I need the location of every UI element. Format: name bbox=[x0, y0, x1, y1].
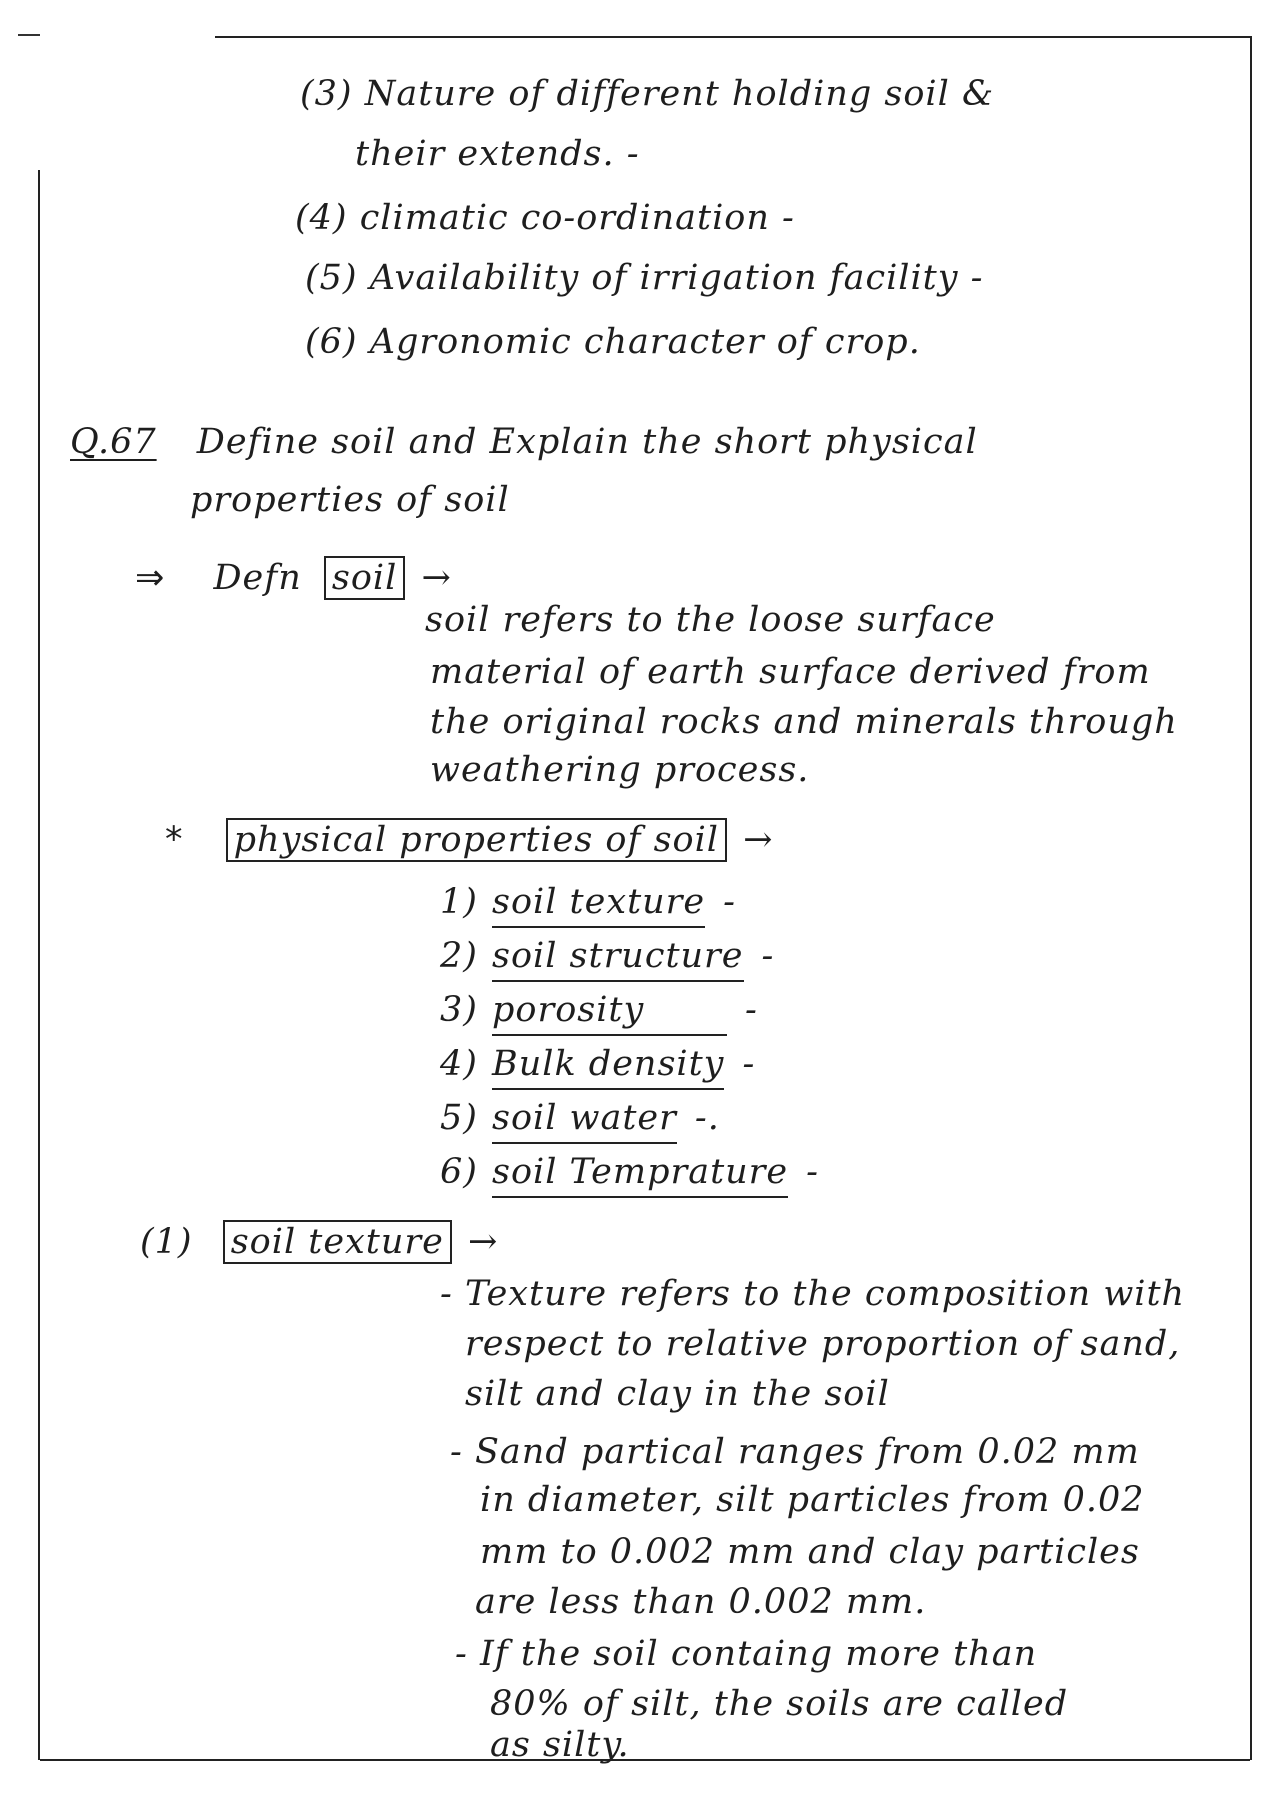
item-label: porosity bbox=[492, 988, 727, 1036]
bottom-rule-line bbox=[40, 1759, 1250, 1761]
texture-boxed-heading: soil texture bbox=[223, 1220, 452, 1264]
question-line-1 bbox=[70, 420, 978, 464]
item-dash: - bbox=[742, 1044, 756, 1084]
item-dash: - bbox=[745, 990, 758, 1030]
item-number: 5) bbox=[440, 1098, 478, 1138]
item-number: 1) bbox=[440, 882, 478, 922]
arrow-icon: → bbox=[421, 558, 452, 598]
implies-symbol: ⇒ bbox=[135, 558, 166, 598]
definition-boxed-term: soil bbox=[324, 556, 405, 600]
property-item-2 bbox=[440, 934, 774, 982]
texture-line-2: respect to relative proportion of sand, bbox=[465, 1324, 1181, 1364]
property-item-3 bbox=[440, 988, 758, 1036]
item-label: soil water bbox=[492, 1096, 677, 1144]
texture-line-1: - Texture refers to the composition with bbox=[440, 1274, 1186, 1314]
question-text: Define soil and Explain the short physical bbox=[196, 422, 978, 462]
physical-properties-heading bbox=[165, 818, 773, 862]
left-margin-line bbox=[38, 170, 40, 1760]
texture-line-10: as silty. bbox=[490, 1725, 630, 1765]
texture-line-4: - Sand partical ranges from 0.02 mm bbox=[450, 1432, 1140, 1472]
item-number: 4) bbox=[440, 1044, 478, 1084]
item-dash: - bbox=[806, 1152, 819, 1192]
question-line-2: properties of soil bbox=[190, 480, 510, 520]
item-dash: -. bbox=[694, 1098, 720, 1138]
top-rule-line bbox=[215, 36, 1250, 38]
item-number: 3) bbox=[440, 990, 478, 1030]
item-label: soil texture bbox=[492, 880, 705, 928]
definition-heading bbox=[135, 556, 452, 600]
texture-line-6: mm to 0.002 mm and clay particles bbox=[480, 1532, 1140, 1572]
texture-line-7: are less than 0.002 mm. bbox=[475, 1582, 927, 1622]
item-dash: - bbox=[723, 882, 736, 922]
item-label: Bulk density bbox=[492, 1042, 724, 1090]
question-label: Q.67 bbox=[70, 422, 157, 462]
item-dash: - bbox=[761, 936, 775, 976]
definition-line-3: the original rocks and minerals through bbox=[430, 702, 1178, 742]
list-line-3: (3) Nature of different holding soil & bbox=[300, 74, 995, 114]
list-line-6: (6) Agronomic character of crop. bbox=[305, 322, 921, 362]
property-item-1 bbox=[440, 880, 736, 928]
texture-heading bbox=[140, 1220, 498, 1264]
list-line-4: (4) climatic co-ordination - bbox=[295, 198, 795, 238]
item-number: 6) bbox=[440, 1152, 478, 1192]
definition-line-4: weathering process. bbox=[430, 750, 810, 790]
property-item-4 bbox=[440, 1042, 755, 1090]
list-line-3-cont: their extends. - bbox=[355, 134, 640, 174]
corner-mark bbox=[18, 34, 40, 36]
star-bullet: * bbox=[165, 820, 184, 860]
texture-line-9: 80% of silt, the soils are called bbox=[490, 1684, 1069, 1724]
physical-properties-boxed: physical properties of soil bbox=[226, 818, 727, 862]
texture-number: (1) bbox=[140, 1222, 193, 1262]
texture-line-3: silt and clay in the soil bbox=[465, 1374, 890, 1414]
arrow-icon: → bbox=[467, 1222, 499, 1262]
property-item-5 bbox=[440, 1096, 720, 1144]
right-margin-line bbox=[1250, 36, 1252, 1760]
item-label: soil structure bbox=[492, 934, 744, 982]
definition-line-1: soil refers to the loose surface bbox=[425, 600, 996, 640]
texture-line-8: - If the soil containg more than bbox=[455, 1634, 1038, 1674]
property-item-6 bbox=[440, 1150, 819, 1198]
texture-line-5: in diameter, silt particles from 0.02 bbox=[480, 1480, 1145, 1520]
definition-line-2: material of earth surface derived from bbox=[430, 652, 1151, 692]
list-line-5: (5) Availability of irrigation facility - bbox=[305, 258, 984, 298]
item-number: 2) bbox=[440, 936, 478, 976]
definition-prefix: Defn bbox=[213, 558, 302, 598]
arrow-icon: → bbox=[743, 820, 774, 860]
item-label: soil Temprature bbox=[492, 1150, 788, 1198]
